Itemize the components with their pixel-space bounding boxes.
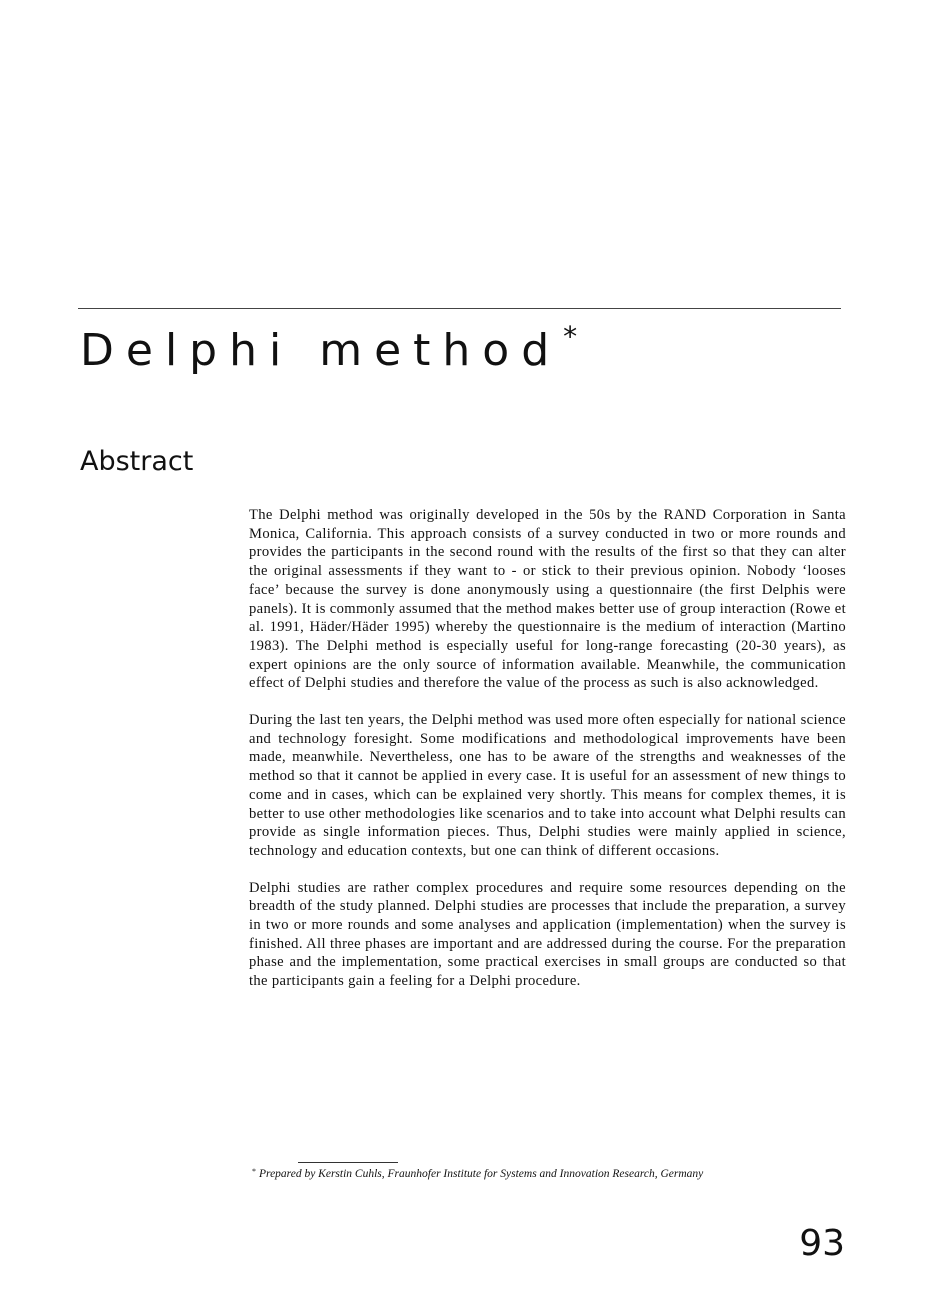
footnote-divider (298, 1162, 398, 1163)
title-footnote-marker: * (563, 320, 578, 353)
page-number: 93 (799, 1223, 845, 1264)
abstract-body (249, 506, 846, 1009)
footnote-marker: * (252, 1167, 256, 1176)
title-text: Delphi method (80, 325, 562, 376)
title-divider (78, 308, 841, 309)
page-title (80, 322, 577, 380)
paragraph-2: During the last ten years, the Delphi method was used more often especially for national science and technology foresight. Some modifications and methodological improvements have been made, meanwhile. Nevertheless, one has to be aware of the strengths and weaknesses of the method so that it cannot be applied in every case. It is useful for an assessment of new things to come and in cases, which can be explained very shortly. This means for complex themes, it is better to use other methodologies like scenarios and to take into account what Delphi results can provide as single information pieces. Thus, Delphi studies were mainly applied in science, technology and education contexts, but one can think of different occasions. (249, 712, 846, 859)
footnote (252, 1166, 703, 1182)
paragraph-1: The Delphi method was originally developed in the 50s by the RAND Corporation in Santa Monica, California. This approach consists of a survey conducted in two or more rounds and provides the participants in the second round with the results of the first so that they can alter the original assessments if they want to - or stick to their previous opinion. Nobody ‘looses face’ because the survey is done anonymously using a questionnaire (the first Delphis were panels). It is commonly assumed that the method makes better use of group interaction (Rowe et al. 1991, Häder/Häder 1995) whereby the questionnaire is the medium of interaction (Martino 1983). The Delphi method is especially useful for long-range forecasting (20-30 years), as expert opinions are the only source of information available. Meanwhile, the communication effect of Delphi studies and therefore the value of the process as such is also acknowledged. (249, 507, 846, 692)
paragraph-3: Delphi studies are rather complex procedures and require some resources depending on the breadth of the study planned. Delphi studies are processes that include the preparation, a survey in two or more rounds and some analyses and application (implementation) when the survey is finished. All three phases are important and are addressed during the course. For the preparation phase and the implementation, some practical exercises in small groups are conducted so that the participants gain a feeling for a Delphi procedure. (249, 879, 846, 990)
section-heading-abstract: Abstract (80, 446, 194, 477)
footnote-text: Prepared by Kerstin Cuhls, Fraunhofer Institute for Systems and Innovation Research, Germany (259, 1168, 704, 1180)
